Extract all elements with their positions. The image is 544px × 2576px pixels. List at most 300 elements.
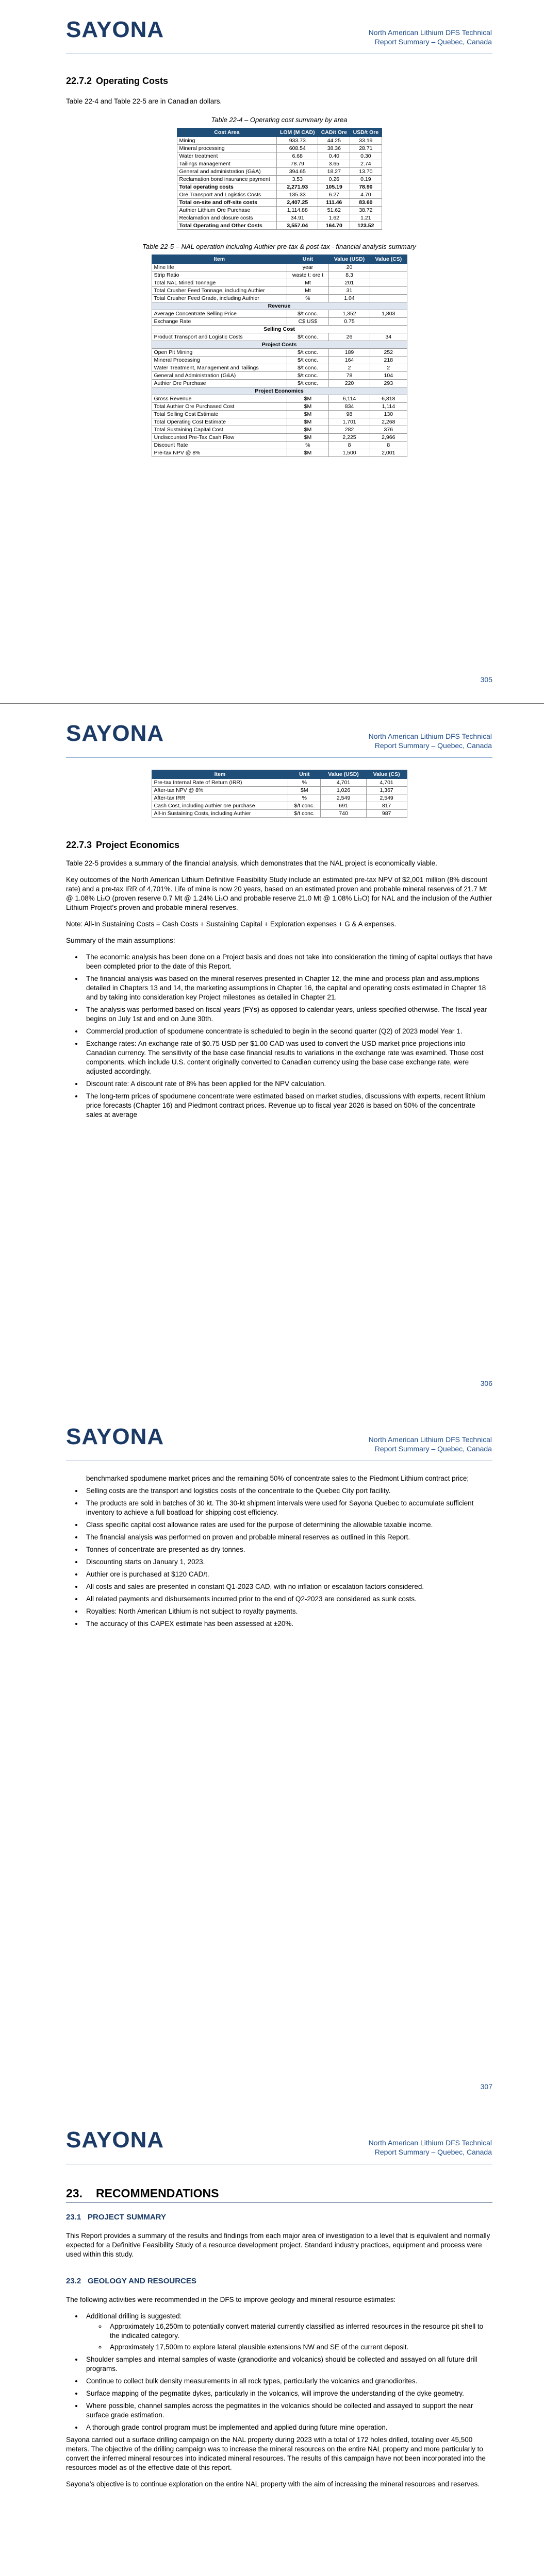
column-header: Item [152, 255, 287, 264]
table-row [152, 287, 407, 295]
table-cell: Ore Transport and Logistics Costs [177, 191, 277, 199]
table-cell: $/t conc. [287, 380, 329, 387]
table-row [177, 191, 382, 199]
table-header-row [177, 128, 382, 137]
table-cell: 2,268 [370, 418, 407, 426]
table-row [152, 318, 407, 326]
paragraph: Summary of the main assumptions: [66, 937, 175, 944]
table-row [152, 802, 407, 810]
table-cell: 1,352 [328, 310, 370, 318]
table-band-row [152, 341, 407, 349]
header-line-2: Report Summary – Quebec, Canada [374, 38, 492, 46]
table-cell: 608.54 [277, 145, 318, 152]
list-item: • A thorough grade control program must be implemented and applied during future mine operation. [83, 2423, 492, 2432]
header-line-2: Report Summary – Quebec, Canada [374, 2148, 492, 2156]
table-cell: 38.72 [350, 207, 382, 214]
table-cell: 376 [370, 426, 407, 434]
logo-wordmark: SAYONA [66, 1424, 164, 1449]
table-cell: $/t conc. [287, 372, 329, 380]
table-row [152, 418, 407, 426]
table-row [177, 207, 382, 214]
table-cell: 3,557.04 [277, 222, 318, 230]
table-cell: 13.70 [350, 168, 382, 176]
table-cell: $M [287, 418, 329, 426]
table-cell: 20 [328, 264, 370, 272]
report-header [369, 2138, 492, 2157]
table-cell: 0.40 [318, 152, 350, 160]
subsection-heading [66, 2213, 492, 2222]
list-item: • Discount rate: A discount rate of 8% has been applied for the NPV calculation. [83, 1079, 492, 1089]
table-cell: Exchange Rate [152, 318, 287, 326]
table-cell: 2,271.93 [277, 183, 318, 191]
table-cell: 3.65 [318, 160, 350, 168]
table-cell: 394.65 [277, 168, 318, 176]
table-cell: $M [287, 395, 329, 403]
table-cell: $/t conc. [287, 364, 329, 372]
table-cell: 34 [370, 333, 407, 341]
header-divider [66, 757, 492, 758]
table-cell: 201 [328, 279, 370, 287]
table-cell: 933.73 [277, 137, 318, 145]
table-cell: 2,407.25 [277, 199, 318, 207]
table-cell: 6.27 [318, 191, 350, 199]
table-cell: 0.19 [350, 176, 382, 183]
section-number: 22.7.2 [66, 76, 92, 86]
paragraph: Sayona’s objective is to continue exploration on the entire NAL property with the aim of increasing the mineral resources and reserves. [66, 2480, 480, 2488]
section-title: Project Economics [96, 840, 180, 850]
table-cell: Pre-tax Internal Rate of Return (IRR) [152, 779, 288, 787]
table-cell: 0.75 [328, 318, 370, 326]
table-band-cell: Project Economics [152, 387, 407, 395]
table-band-cell: Selling Cost [152, 326, 407, 333]
table-cell: 105.19 [318, 183, 350, 191]
table-cell: Tailings management [177, 160, 277, 168]
table-row [152, 787, 407, 794]
table-cell: 38.36 [318, 145, 350, 152]
list-item: • Royalties: North American Lithium is not subject to royalty payments. [83, 1607, 492, 1616]
page-number: 305 [480, 675, 492, 684]
table-row [152, 434, 407, 442]
table-cell: Open Pit Mining [152, 349, 287, 357]
page-content [66, 770, 492, 1123]
table-cell: Water treatment [177, 152, 277, 160]
table-cell: 164 [328, 357, 370, 364]
table-row [152, 310, 407, 318]
paragraph: Sayona carried out a surface drilling campaign on the NAL property during 2023 with a total of 172 holes drilled, totaling over 45,500 meters. The objective of the drilling campaign was to increase the mineral resources on the entire NAL property and more particularly to convert the inferred mineral resources into indicated mineral resources. The results of this campaign have not been incorporated into the resources model as of the effective date of this report. [66, 2436, 486, 2471]
list-item: • Commercial production of spodumene concentrate is scheduled to begin in the second quarter (Q2) of 2023 model Year 1. [83, 1027, 492, 1036]
list-item: • Surface mapping of the pegmatite dykes, particularly in the volcanics, will improve the understanding of the dyke geometry. [83, 2389, 492, 2398]
table-cell: Discount Rate [152, 442, 287, 449]
table-cell: 740 [321, 810, 366, 818]
note-text: Note: All-In Sustaining Costs = Cash Costs + Sustaining Capital + Exploration expenses + G & A expenses. [66, 920, 397, 928]
table-cell: 4,701 [321, 779, 366, 787]
logo-wordmark: SAYONA [66, 2127, 164, 2153]
list-item: • The economic analysis has been done on a Project basis and does not take into consideration the timing of capital outlays that have been completed prior to the date of this Report. [83, 953, 492, 971]
paragraph: This Report provides a summary of the results and findings from each major area of investigation to a level that is equivalent and normally expected for a Definitive Feasibility Study of a resource development project. Standard industry practices, equipment and process were used within this study. [66, 2232, 490, 2258]
table-cell: Water Treatment, Management and Tailings [152, 364, 287, 372]
table-cell: 1,114.88 [277, 207, 318, 214]
table-row [152, 403, 407, 411]
table-row [152, 442, 407, 449]
operating-cost-table [177, 128, 382, 230]
table-cell: C$:US$ [287, 318, 329, 326]
table-cell: $/t conc. [287, 310, 329, 318]
table-row [152, 264, 407, 272]
table-band-row [152, 302, 407, 310]
table-cell: $M [287, 411, 329, 418]
table-cell: Cash Cost, including Authier ore purchase [152, 802, 288, 810]
report-header [369, 732, 492, 750]
table-cell: waste t: ore t [287, 272, 329, 279]
subsection-number: 23.1 [66, 2213, 81, 2222]
report-header [369, 28, 492, 46]
column-header: Value (CS) [366, 770, 407, 779]
list-item: • Continue to collect bulk density measurements in all rock types, particularly the volcanics and granodiorites. [83, 2377, 492, 2386]
list-item: • The long-term prices of spodumene concentrate were estimated based on market studies, discussions with experts, recent lithium price forecasts (Chapter 16) and Piedmont contract prices. Revenue up to fiscal year 2026 is based on 50% of the concentrate sales at average [83, 1092, 492, 1120]
table-cell: 691 [321, 802, 366, 810]
table-cell: $/t conc. [288, 810, 321, 818]
logo-wordmark: SAYONA [66, 17, 164, 42]
page-content [66, 1474, 492, 1632]
chapter-title: RECOMMENDATIONS [96, 2187, 219, 2200]
table-row [177, 214, 382, 222]
table-row [152, 426, 407, 434]
sub-list-item: ◦ Approximately 17,500m to explore lateral plausible extensions NW and SE of the current deposit. [107, 2343, 492, 2352]
table-cell: 834 [328, 403, 370, 411]
table-cell: 1,114 [370, 403, 407, 411]
table-cell [370, 279, 407, 287]
table-cell: 8.3 [328, 272, 370, 279]
logo-wordmark: SAYONA [66, 721, 164, 746]
page-content [66, 76, 492, 457]
table-row [152, 349, 407, 357]
table-cell: 4,701 [366, 779, 407, 787]
section-number: 22.7.3 [66, 840, 92, 850]
table-cell: 28.71 [350, 145, 382, 152]
paragraph: The following activities were recommended in the DFS to improve geology and mineral resource estimates: [66, 2296, 396, 2303]
table-cell: $M [287, 403, 329, 411]
table-cell: 98 [328, 411, 370, 418]
sayona-logo [66, 19, 164, 41]
header-line-2: Report Summary – Quebec, Canada [374, 1445, 492, 1453]
table-cell: 220 [328, 380, 370, 387]
table-row [152, 333, 407, 341]
table-cell: year [287, 264, 329, 272]
table-cell: Total NAL Mined Tonnage [152, 279, 287, 287]
table-band-cell: Project Costs [152, 341, 407, 349]
table-row [177, 145, 382, 152]
table-row [152, 364, 407, 372]
list-item: • The financial analysis was based on the mineral reserves presented in Chapter 12, the mine and process plan and assumptions detailed in Chapters 13 and 14, the marketing assumptions in Chapter 16, the capital and operating costs estimated in Chapter 18 and by taking into consideration key Project milestones as detailed in Chapter 21. [83, 974, 492, 1002]
list-item: • Where possible, channel samples across the pegmatites in the volcanics should be collected and assayed to support the near surface grade estimation. [83, 2401, 492, 2420]
table-cell: 817 [366, 802, 407, 810]
table-cell: 78.79 [277, 160, 318, 168]
column-header: Unit [288, 770, 321, 779]
table-cell: Mining [177, 137, 277, 145]
table-row [152, 279, 407, 287]
column-header: USD/t Ore [350, 128, 382, 137]
table-cell: 111.46 [318, 199, 350, 207]
table-cell: 987 [366, 810, 407, 818]
table-cell: Mineral processing [177, 145, 277, 152]
table-cell: General and administration (G&A) [177, 168, 277, 176]
table-cell [370, 287, 407, 295]
table-cell: $/t conc. [287, 333, 329, 341]
table-cell: 2,966 [370, 434, 407, 442]
list-item [83, 2312, 492, 2352]
page-number: 306 [480, 1379, 492, 1387]
table-cell: Average Concentrate Selling Price [152, 310, 287, 318]
table-cell: 1,803 [370, 310, 407, 318]
table-cell: 31 [328, 287, 370, 295]
table-cell: 2 [370, 364, 407, 372]
subsection-heading [66, 2277, 492, 2286]
table-cell: Authier Lithium Ore Purchase [177, 207, 277, 214]
column-header: Unit [287, 255, 329, 264]
list-item: • Class specific capital cost allowance rates are used for the purpose of determining the allowable taxable income. [83, 1520, 492, 1530]
table-cell: Total operating costs [177, 183, 277, 191]
table-cell: Authier Ore Purchase [152, 380, 287, 387]
report-page-306 [0, 704, 544, 1407]
table-cell: $M [287, 449, 329, 457]
list-item: • Tonnes of concentrate are presented as dry tonnes. [83, 1545, 492, 1554]
table-cell: Total Operating Cost Estimate [152, 418, 287, 426]
report-page-308 [0, 2110, 544, 2576]
table-cell: 1.04 [328, 295, 370, 302]
column-header: LOM (M CAD) [277, 128, 318, 137]
list-item-text: Additional drilling is suggested: [86, 2312, 182, 2320]
report-page-307 [0, 1407, 544, 2110]
table-cell: 1.62 [318, 214, 350, 222]
financial-summary-table [152, 255, 407, 457]
table-cell: % [288, 794, 321, 802]
table-cell: After-tax NPV @ 8% [152, 787, 288, 794]
table-cell: After-tax IRR [152, 794, 288, 802]
table-cell: Undiscounted Pre-Tax Cash Flow [152, 434, 287, 442]
table-row [152, 380, 407, 387]
table-cell: 252 [370, 349, 407, 357]
table-cell: Total Selling Cost Estimate [152, 411, 287, 418]
section-title: Operating Costs [96, 76, 169, 86]
table-cell: 164.70 [318, 222, 350, 230]
table-cell: 1,367 [366, 787, 407, 794]
table-cell: $/t conc. [287, 357, 329, 364]
table-cell: Strip Ratio [152, 272, 287, 279]
table-row [152, 357, 407, 364]
table-cell: Total on-site and off-site costs [177, 199, 277, 207]
table-row [177, 176, 382, 183]
table-cell: $M [287, 426, 329, 434]
subsection-number: 23.2 [66, 2277, 81, 2285]
table-cell: 1,500 [328, 449, 370, 457]
table-row [152, 794, 407, 802]
table-cell: 2,001 [370, 449, 407, 457]
table-cell: Product Transport and Logistic Costs [152, 333, 287, 341]
table-cell: 130 [370, 411, 407, 418]
table-cell: General and Administration (G&A) [152, 372, 287, 380]
table-row [177, 222, 382, 230]
table-band-cell: Revenue [152, 302, 407, 310]
table-cell: % [287, 442, 329, 449]
table-cell: All-in Sustaining Costs, including Authier [152, 810, 288, 818]
table-cell: 0.26 [318, 176, 350, 183]
table-cell: $M [288, 787, 321, 794]
recommendations-list [66, 2312, 492, 2432]
sayona-logo [66, 722, 164, 745]
table-cell: Reclamation and closure costs [177, 214, 277, 222]
section-heading [66, 840, 492, 850]
list-item: • The analysis was performed based on fiscal years (FYs) as opposed to calendar years, unless specified otherwise. The fiscal year begins on July 1st and end on June 30th. [83, 1005, 492, 1024]
table-cell: Mt [287, 279, 329, 287]
table-cell: Total Crusher Feed Tonnage, including Authier [152, 287, 287, 295]
table-cell: $/t conc. [287, 349, 329, 357]
table-cell: 8 [370, 442, 407, 449]
table-cell: 6,818 [370, 395, 407, 403]
table-row [152, 395, 407, 403]
sub-list-item: ◦ Approximately 16,250m to potentially convert material currently classified as inferred resources in the resource pit shell to the indicated category. [107, 2322, 492, 2341]
table-cell: 78.90 [350, 183, 382, 191]
header-line-1: North American Lithium DFS Technical [368, 28, 492, 37]
table-22-5-caption: Table 22-5 – NAL operation including Authier pre-tax & post-tax - financial analysis summary [142, 243, 416, 250]
table-header-row [152, 255, 407, 264]
report-page-305 [0, 0, 544, 703]
table-cell: 34.91 [277, 214, 318, 222]
table-cell: 78 [328, 372, 370, 380]
table-row [152, 411, 407, 418]
table-cell: 26 [328, 333, 370, 341]
page-number: 307 [480, 2082, 492, 2091]
table-row [177, 199, 382, 207]
table-cell: 0.30 [350, 152, 382, 160]
table-cell: 4.70 [350, 191, 382, 199]
table-cell: Total Authier Ore Purchased Cost [152, 403, 287, 411]
list-item: • Selling costs are the transport and logistics costs of the concentrate to the Quebec City port facility. [83, 1486, 492, 1496]
section-heading [66, 76, 492, 86]
sayona-logo [66, 2129, 164, 2151]
subsection-title: PROJECT SUMMARY [88, 2213, 166, 2222]
table-cell: Total Sustaining Capital Cost [152, 426, 287, 434]
table-cell: % [287, 295, 329, 302]
table-cell: 135.33 [277, 191, 318, 199]
header-line-1: North American Lithium DFS Technical [368, 732, 492, 740]
table-row [177, 152, 382, 160]
list-item: • Discounting starts on January 1, 2023. [83, 1557, 492, 1567]
table-row [177, 160, 382, 168]
sayona-logo [66, 1426, 164, 1448]
header-line-2: Report Summary – Quebec, Canada [374, 741, 492, 750]
paragraph: Table 22-5 provides a summary of the financial analysis, which demonstrates that the NAL project is economically viable. [66, 859, 437, 867]
table-band-row [152, 387, 407, 395]
table-cell: 3.53 [277, 176, 318, 183]
table-row [177, 183, 382, 191]
column-header: Cost Area [177, 128, 277, 137]
table-cell: 2.74 [350, 160, 382, 168]
table-cell: Mt [287, 287, 329, 295]
chapter-number: 23. [66, 2187, 83, 2200]
table-cell: 44.25 [318, 137, 350, 145]
table-cell: 51.62 [318, 207, 350, 214]
table-cell: 123.52 [350, 222, 382, 230]
list-item: • The products are sold in batches of 30 kt. The 30-kt shipment intervals were used for Sayona Quebec to accumulate sufficient inventory to achieve a full boatload for shipping cost efficiency. [83, 1499, 492, 1517]
table-cell: Reclamation bond insurance payment [177, 176, 277, 183]
column-header: Value (USD) [328, 255, 370, 264]
table-row [152, 810, 407, 818]
chapter-heading [66, 2189, 492, 2198]
header-line-1: North American Lithium DFS Technical [368, 2139, 492, 2147]
table-cell: 2,549 [321, 794, 366, 802]
list-item: • All costs and sales are presented in constant Q1-2023 CAD, with no inflation or escalation factors considered. [83, 1582, 492, 1591]
table-22-4-caption: Table 22-4 – Operating cost summary by area [211, 116, 348, 124]
column-header: CAD/t Ore [318, 128, 350, 137]
table-cell: 83.60 [350, 199, 382, 207]
table-band-row [152, 326, 407, 333]
table-cell: 2,225 [328, 434, 370, 442]
subsection-title: GEOLOGY AND RESOURCES [88, 2277, 196, 2285]
list-item: • Shoulder samples and internal samples of waste (granodiorite and volcanics) should be collected and assayed on all future drill programs. [83, 2355, 492, 2374]
table-row [152, 779, 407, 787]
table-cell: 1.21 [350, 214, 382, 222]
table-row [152, 372, 407, 380]
table-cell: 2,549 [366, 794, 407, 802]
table-cell [370, 295, 407, 302]
table-cell: % [288, 779, 321, 787]
table-row [177, 168, 382, 176]
table-cell: 1,701 [328, 418, 370, 426]
table-cell: 282 [328, 426, 370, 434]
intro-text: Table 22-4 and Table 22-5 are in Canadian dollars. [66, 97, 222, 105]
table-row [152, 449, 407, 457]
table-cell: 33.19 [350, 137, 382, 145]
table-cell: 2 [328, 364, 370, 372]
list-item: • The accuracy of this CAPEX estimate has been assessed at ±20%. [83, 1619, 492, 1629]
list-item: • All related payments and disbursements incurred prior to the end of Q2-2023 are considered as sunk costs. [83, 1595, 492, 1604]
table-cell: 6.68 [277, 152, 318, 160]
table-cell: 8 [328, 442, 370, 449]
table-row [152, 272, 407, 279]
page-content [66, 2189, 492, 2489]
table-cell: $/t conc. [288, 802, 321, 810]
list-item: • The financial analysis was performed on proven and probable mineral reserves as outlined in this Report. [83, 1533, 492, 1542]
assumptions-list [66, 953, 492, 1120]
table-cell: 1,026 [321, 787, 366, 794]
table-cell: Total Operating and Other Costs [177, 222, 277, 230]
table-cell: 218 [370, 357, 407, 364]
report-header [369, 1435, 492, 1453]
continued-list-text: benchmarked spodumene market prices and the remaining 50% of concentrate sales to the Piedmont Lithium contract price; [86, 1475, 469, 1482]
table-cell [370, 318, 407, 326]
table-cell: Mine life [152, 264, 287, 272]
table-row [177, 137, 382, 145]
table-cell: Gross Revenue [152, 395, 287, 403]
table-cell: 189 [328, 349, 370, 357]
assumptions-list [66, 1486, 492, 1629]
paragraph: Key outcomes of the North American Lithium Definitive Feasibility Study include an estimated pre-tax NPV of $2,001 million (8% discount rate) and a pre-tax IRR of 4,701%. Life of mine is now 20 years, based on an estimated proven and probable mineral reserves of 21.7 Mt @ 1.08% Li₂O (proven reserve 0.7 Mt @ 1.24% Li₂O and probable reserve 21.0 Mt @ 1.08% Li₂O) for NAL and the inclusion of the Authier Lithium Project’s proven and probable mineral reserves. [66, 876, 492, 911]
column-header: Value (USD) [321, 770, 366, 779]
table-cell: Mineral Processing [152, 357, 287, 364]
table-cell: 18.27 [318, 168, 350, 176]
table-cell: 293 [370, 380, 407, 387]
financial-summary-table-continued [152, 770, 407, 818]
table-cell: 104 [370, 372, 407, 380]
table-cell: $M [287, 434, 329, 442]
table-cell [370, 264, 407, 272]
list-item: • Authier ore is purchased at $120 CAD/t. [83, 1570, 492, 1579]
table-row [152, 295, 407, 302]
table-header-row [152, 770, 407, 779]
column-header: Value (CS) [370, 255, 407, 264]
table-cell [370, 272, 407, 279]
table-cell: Pre-tax NPV @ 8% [152, 449, 287, 457]
